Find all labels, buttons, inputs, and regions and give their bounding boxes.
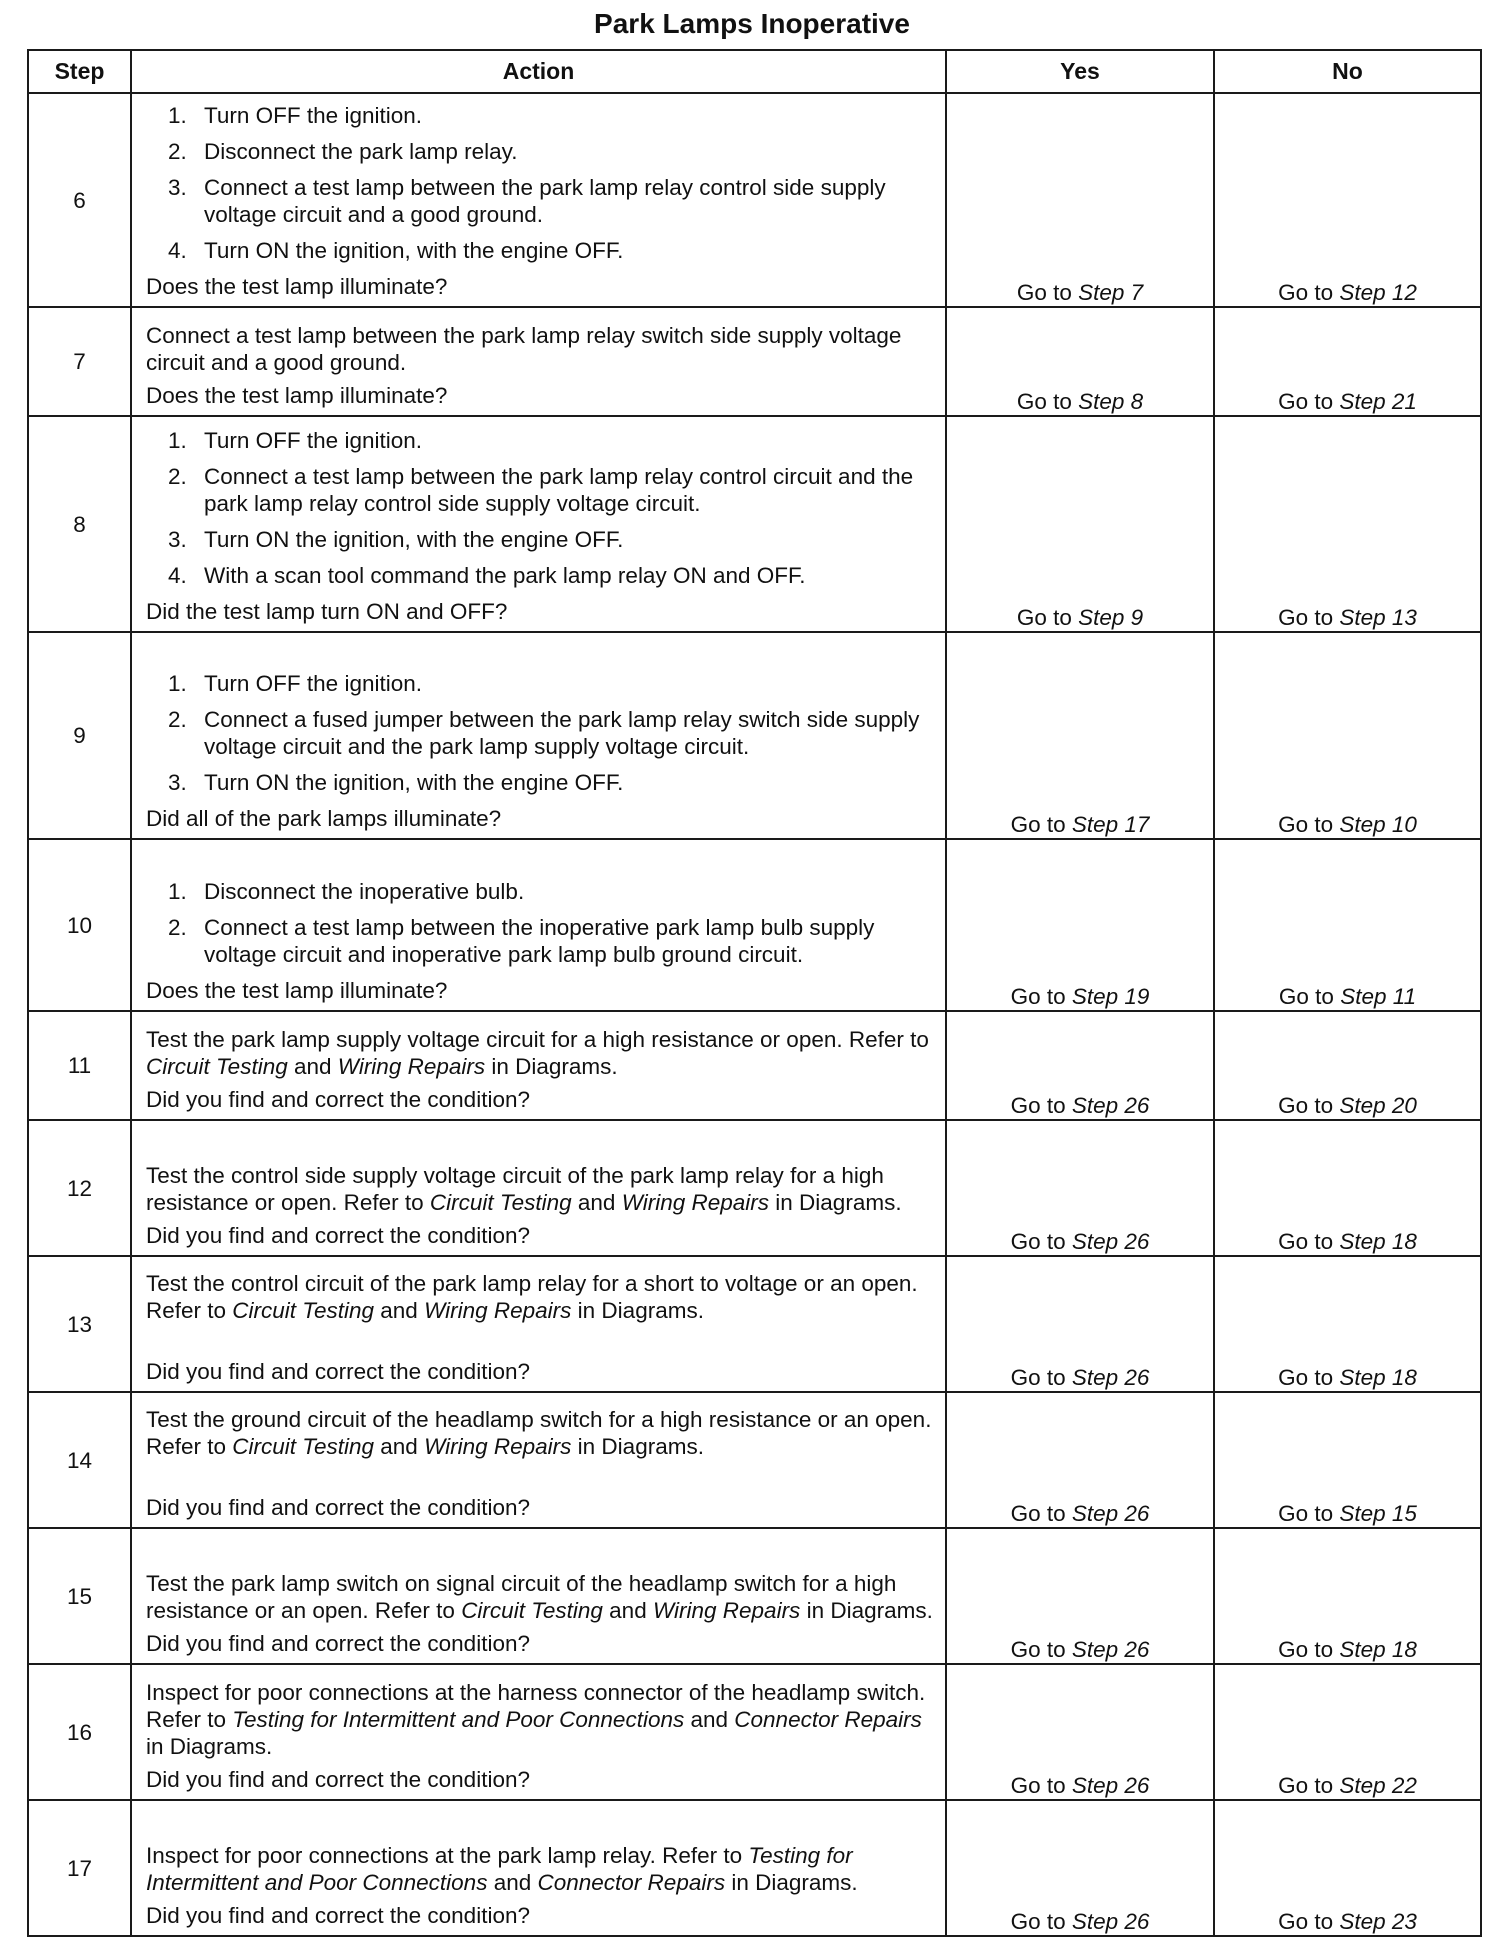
table-row [28,632,1481,839]
yes-cell: Go to Step 19 [946,839,1214,1011]
step-number: 17 [28,1800,131,1936]
header-yes: Yes [946,50,1214,93]
no-step-ref: Step 21 [1339,389,1417,414]
action-cell [131,1664,946,1800]
yes-step-ref: Step 26 [1071,1501,1150,1526]
yes-step-ref: Step 26 [1071,1229,1150,1254]
no-cell: Go to Step 18 [1214,1528,1481,1664]
header-step: Step [28,50,131,93]
table-row [28,1120,1481,1256]
no-step-ref: Step 11 [1340,984,1417,1009]
action-text: Inspect for poor connections at the park lamp relay. Refer to Testing for Intermittent and Poor Connections and Connector Repairs in Diagrams. [146,1843,858,1895]
step-number: 12 [28,1120,131,1256]
action-text: Connect a test lamp between the park lamp relay switch side supply voltage circuit and a good ground. [146,323,902,375]
action-item: 4. With a scan tool command the park lamp relay ON and OFF. [168,563,806,588]
question-text: Did you find and correct the condition? [146,1359,530,1384]
no-step-ref: Step 22 [1339,1773,1417,1798]
action-cell [131,1392,946,1528]
no-cell: Go to Step 12 [1214,93,1481,307]
no-cell: Go to Step 23 [1214,1800,1481,1936]
no-step-ref: Step 18 [1339,1229,1417,1254]
yes-cell: Go to Step 26 [946,1392,1214,1528]
action-cell [131,416,946,632]
table-row [28,93,1481,307]
action-cell [131,93,946,307]
yes-cell: Go to Step 26 [946,1256,1214,1392]
action-cell [131,1011,946,1120]
no-step-ref: Step 15 [1339,1501,1417,1526]
action-item: 3. Connect a test lamp between the park lamp relay control side supply voltage circuit and a good ground. [168,175,886,227]
yes-cell: Go to Step 17 [946,632,1214,839]
step-number: 13 [28,1256,131,1392]
step-number: 7 [28,307,131,416]
table-row [28,1800,1481,1936]
yes-step-ref: Step 17 [1071,812,1150,837]
step-number: 10 [28,839,131,1011]
step-number: 9 [28,632,131,839]
yes-step-ref: Step 26 [1071,1637,1150,1662]
action-item: 3. Turn ON the ignition, with the engine OFF. [168,527,624,552]
page-title: Park Lamps Inoperative [594,8,910,39]
no-step-ref: Step 23 [1339,1909,1417,1934]
yes-cell: Go to Step 26 [946,1528,1214,1664]
no-step-ref: Step 20 [1339,1093,1417,1118]
action-item: 1. Disconnect the inoperative bulb. [168,879,525,904]
step-number: 11 [28,1011,131,1120]
table-row [28,1664,1481,1800]
yes-step-ref: Step 26 [1071,1365,1150,1390]
yes-cell: Go to Step 8 [946,307,1214,416]
yes-step-ref: Step 26 [1071,1773,1150,1798]
table-row [28,1392,1481,1528]
action-cell [131,632,946,839]
no-cell: Go to Step 18 [1214,1120,1481,1256]
yes-step-ref: Step 7 [1078,280,1144,305]
action-item: 2. Disconnect the park lamp relay. [168,139,518,164]
question-text: Does the test lamp illuminate? [146,383,448,408]
step-number: 6 [28,93,131,307]
question-text: Did you find and correct the condition? [146,1767,530,1792]
yes-cell: Go to Step 26 [946,1800,1214,1936]
yes-cell: Go to Step 26 [946,1011,1214,1120]
question-text: Does the test lamp illuminate? [146,978,448,1003]
action-item: 1. Turn OFF the ignition. [168,671,423,696]
step-number: 16 [28,1664,131,1800]
action-cell [131,307,946,416]
yes-cell: Go to Step 9 [946,416,1214,632]
question-text: Did you find and correct the condition? [146,1223,530,1248]
action-text: Test the control side supply voltage circuit of the park lamp relay for a high resistance or open. Refer to Circuit Testing and Wiring Repairs in Diagrams. [146,1163,902,1215]
question-text: Did you find and correct the condition? [146,1495,530,1520]
question-text: Did you find and correct the condition? [146,1087,530,1112]
action-item: 2. Connect a test lamp between the park lamp relay control circuit and the park lamp relay control side supply voltage circuit. [168,464,914,516]
question-text: Did you find and correct the condition? [146,1631,530,1656]
step-number: 14 [28,1392,131,1528]
question-text: Did all of the park lamps illuminate? [146,806,502,831]
table-row [28,1528,1481,1664]
yes-step-ref: Step 26 [1071,1909,1150,1934]
table-row [28,416,1481,632]
step-number: 8 [28,416,131,632]
no-step-ref: Step 13 [1339,605,1417,630]
yes-cell: Go to Step 26 [946,1120,1214,1256]
yes-cell: Go to Step 26 [946,1664,1214,1800]
action-item: 1. Turn OFF the ignition. [168,103,423,128]
action-item: 2. Connect a test lamp between the inoperative park lamp bulb supply voltage circuit and inoperative park lamp bulb ground circuit. [168,915,875,967]
yes-step-ref: Step 9 [1078,605,1144,630]
table-row [28,1256,1481,1392]
action-text: Inspect for poor connections at the harness connector of the headlamp switch. Refer to Testing for Intermittent and Poor Connections and Connector Repairs in Diagrams. [146,1680,926,1759]
no-step-ref: Step 12 [1339,280,1417,305]
header-action: Action [131,50,946,93]
yes-step-ref: Step 8 [1078,389,1144,414]
no-step-ref: Step 18 [1339,1637,1417,1662]
action-item: 3. Turn ON the ignition, with the engine OFF. [168,770,624,795]
action-item: 1. Turn OFF the ignition. [168,428,423,453]
action-item: 4. Turn ON the ignition, with the engine OFF. [168,238,624,263]
action-cell [131,1120,946,1256]
question-text: Did you find and correct the condition? [146,1903,530,1928]
no-step-ref: Step 10 [1339,812,1417,837]
table-row [28,839,1481,1011]
action-text: Test the control circuit of the park lamp relay for a short to voltage or an open. Refer to Circuit Testing and Wiring Repairs in Diagrams. [146,1271,918,1323]
no-cell: Go to Step 21 [1214,307,1481,416]
no-cell: Go to Step 10 [1214,632,1481,839]
no-cell: Go to Step 20 [1214,1011,1481,1120]
action-text: Test the park lamp switch on signal circuit of the headlamp switch for a high resistance or an open. Refer to Circuit Testing and Wiring Repairs in Diagrams. [146,1571,933,1623]
action-text: Test the ground circuit of the headlamp switch for a high resistance or an open. Refer to Circuit Testing and Wiring Repairs in Diagrams. [146,1407,932,1459]
table-row [28,1011,1481,1120]
action-cell [131,1256,946,1392]
yes-step-ref: Step 19 [1071,984,1150,1009]
step-number: 15 [28,1528,131,1664]
no-cell: Go to Step 13 [1214,416,1481,632]
yes-cell: Go to Step 7 [946,93,1214,307]
action-text: Test the park lamp supply voltage circuit for a high resistance or open. Refer to Circuit Testing and Wiring Repairs in Diagrams. [146,1027,929,1079]
no-cell: Go to Step 15 [1214,1392,1481,1528]
question-text: Did the test lamp turn ON and OFF? [146,599,508,624]
no-cell: Go to Step 11 [1214,839,1481,1011]
yes-step-ref: Step 26 [1071,1093,1150,1118]
action-item: 2. Connect a fused jumper between the park lamp relay switch side supply voltage circuit and the park lamp supply voltage circuit. [168,707,920,759]
no-cell: Go to Step 18 [1214,1256,1481,1392]
diagnostic-table [27,49,1482,1937]
no-step-ref: Step 18 [1339,1365,1417,1390]
header-no: No [1214,50,1481,93]
action-cell [131,1528,946,1664]
action-cell [131,1800,946,1936]
table-header-row [28,50,1481,93]
no-cell: Go to Step 22 [1214,1664,1481,1800]
question-text: Does the test lamp illuminate? [146,274,448,299]
action-cell [131,839,946,1011]
table-row [28,307,1481,416]
